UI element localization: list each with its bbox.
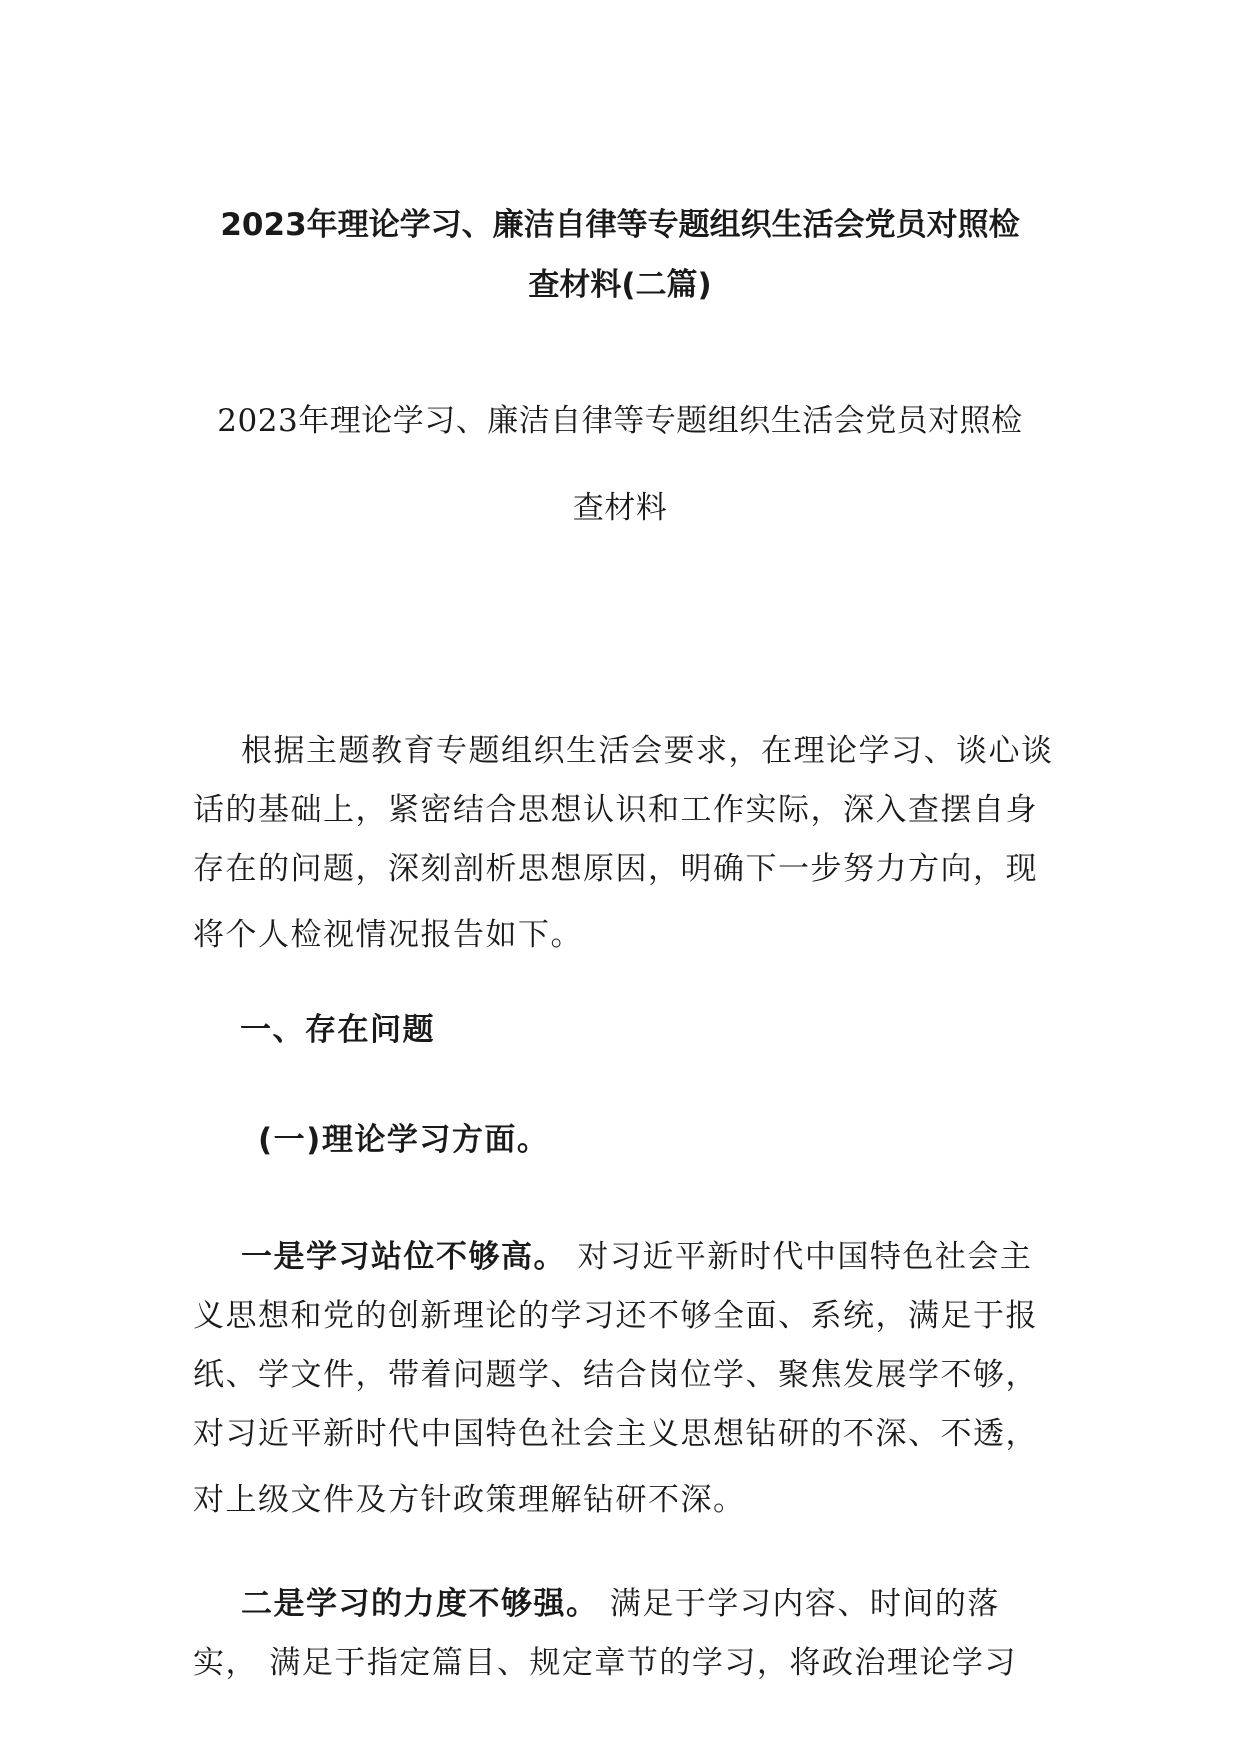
- intro-line-2: 话的基础上，紧密结合思想认识和工作实际，深入查摆自身: [193, 792, 1038, 828]
- para2-line-1-rest: 满足于学习内容、时间的落: [598, 1586, 1000, 1622]
- title-line-2: 查材料(二篇): [528, 267, 712, 303]
- paragraph-study-stance: [193, 1228, 1053, 1530]
- paragraph-study-intensity: [193, 1575, 1053, 1693]
- document-subtitle: [190, 378, 1050, 552]
- intro-line-1: 根据主题教育专题组织生活会要求，在理论学习、谈心谈: [241, 733, 1054, 769]
- para1-line-3: 纸、学文件，带着问题学、结合岗位学、聚焦发展学不够，: [193, 1357, 1038, 1393]
- document-title: [190, 195, 1050, 315]
- para2-line-2: 实， 满足于指定篇目、规定章节的学习，将政治理论学习: [193, 1645, 1017, 1681]
- intro-line-3: 存在的问题，深刻剖析思想原因，明确下一步努力方向，现: [193, 851, 1038, 887]
- para1-line-1-rest: 对习近平新时代中国特色社会主: [566, 1239, 1033, 1275]
- para1-line-4: 对习近平新时代中国特色社会主义思想钻研的不深、不透，: [193, 1416, 1038, 1452]
- title-line-1: 2023年理论学习、廉洁自律等专题组织生活会党员对照检: [220, 207, 1020, 243]
- para1-line-1: [193, 1228, 1053, 1287]
- subtitle-line-2: 查材料: [572, 490, 668, 526]
- para1-lead: 一是学习站位不够高。: [241, 1239, 566, 1275]
- para1-line-2: 义思想和党的创新理论的学习还不够全面、系统，满足于报: [193, 1298, 1038, 1334]
- para2-line-1: [193, 1575, 1053, 1634]
- para1-line-5: 对上级文件及方针政策理解钻研不深。: [193, 1482, 746, 1518]
- section-heading-problems: 一、存在问题: [240, 1012, 435, 1048]
- subsection-heading-theory-study: (一)理论学习方面。: [258, 1122, 550, 1158]
- subtitle-line-1: 2023年理论学习、廉洁自律等专题组织生活会党员对照检: [217, 403, 1023, 439]
- intro-paragraph: [193, 722, 1053, 965]
- intro-line-4: 将个人检视情况报告如下。: [193, 917, 583, 953]
- para2-lead: 二是学习的力度不够强。: [241, 1586, 599, 1622]
